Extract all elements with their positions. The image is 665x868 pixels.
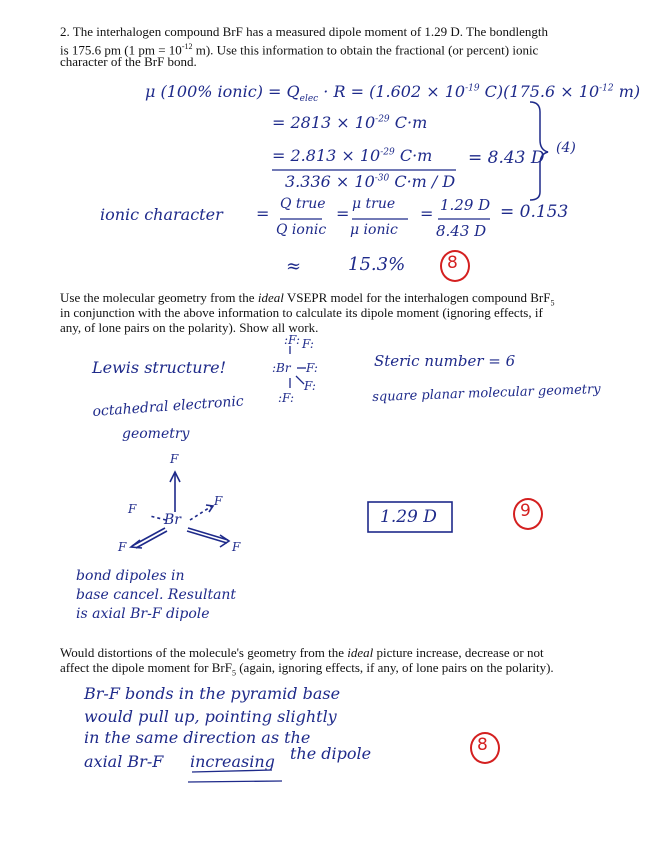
octahedral-line-1: octahedral electronic xyxy=(92,393,245,420)
question-3-line-2: in conjunction with the above information to calculate its dipole moment (ignoring effects, if xyxy=(60,305,543,320)
lewis-f-topright: F: xyxy=(302,337,314,351)
atom-f-left: F xyxy=(128,502,137,516)
mu-label: μ (100% ionic) = Q xyxy=(145,82,300,101)
frac-num-exp: -29 xyxy=(380,147,395,158)
underline-2 xyxy=(188,781,282,782)
ionic-character-label: ionic character xyxy=(100,205,223,224)
q3-ideal: ideal xyxy=(257,290,284,305)
answer4-line-1: Br-F bonds in the pyramid base xyxy=(84,684,341,703)
frac-den-unit: C·m / D xyxy=(389,172,456,191)
lewis-f-right: F: xyxy=(306,361,318,375)
q4-ideal: ideal xyxy=(347,645,374,660)
question-3-line-3: any, of lone pairs on the polarity). Show all work. xyxy=(60,320,319,335)
q2-line2-end: m). Use this information to obtain the fractional (or percent) ionic xyxy=(192,42,539,58)
question-2-line-1: 2. The interhalogen compound BrF has a measured dipole moment of 1.29 D. The bondlength xyxy=(60,24,549,39)
q3-sub: 5 xyxy=(550,298,555,308)
ic-den2: μ ionic xyxy=(350,222,398,238)
brace xyxy=(530,102,548,200)
q4-l2a: affect the dipole moment for BrF xyxy=(60,660,232,675)
q3-l1a: Use the molecular geometry from the xyxy=(60,290,258,305)
percent-result: 15.3% xyxy=(348,254,406,275)
ic-den3: 8.43 D xyxy=(436,222,487,240)
note-line-2: base cancel. Resultant xyxy=(76,587,237,603)
lewis-structure-label: Lewis structure! xyxy=(92,358,227,377)
answer4-line-2: would pull up, pointing slightly xyxy=(84,707,337,726)
steric-number: Steric number = 6 xyxy=(374,352,516,370)
ic-result: = 0.153 xyxy=(500,202,569,222)
q3-l1b: VSEPR model for the interhalogen compound BrF xyxy=(283,290,551,305)
octahedral-line-2: geometry xyxy=(122,426,190,442)
margin-mark-4: (4) xyxy=(556,140,576,156)
frac-den-val: 3.336 × 10 xyxy=(285,172,375,191)
step1-val: = 2813 × 10 xyxy=(272,113,376,132)
note-line-3: is axial Br-F dipole xyxy=(76,606,210,622)
bond-lines xyxy=(131,472,229,548)
q4-sub: 5 xyxy=(231,668,236,678)
q2-line2-sup: -12 xyxy=(181,42,193,51)
answer4-line-3: in the same direction as the xyxy=(84,728,311,747)
question-4-line-1 xyxy=(60,645,544,660)
fraction-result: = 8.43 D xyxy=(468,148,545,168)
lewis-f-top: :F: xyxy=(284,333,300,347)
mu-rest2: C)(175.6 × 10 xyxy=(479,82,600,101)
q4-l1b: picture increase, decrease or not xyxy=(373,645,544,660)
ic-den1: Q ionic xyxy=(276,222,327,238)
mu-rest: · R = (1.602 × 10 xyxy=(318,82,466,101)
answer4-line-4c: the dipole xyxy=(290,744,372,763)
mu-rest3: m) xyxy=(613,82,641,101)
grade-score-3: 8 xyxy=(477,735,488,755)
lewis-f-lowright: F: xyxy=(304,379,316,393)
answer4-line-4a: axial Br-F xyxy=(84,752,164,771)
q4-l1a: Would distortions of the molecule's geometry from the xyxy=(60,645,348,660)
question-2-line-3: character of the BrF bond. xyxy=(60,54,197,69)
mu-exp2: -12 xyxy=(599,83,614,94)
question-4-line-2 xyxy=(60,660,554,681)
step1-unit: C·m xyxy=(389,113,428,132)
frac-num-val: = 2.813 × 10 xyxy=(272,146,381,165)
mu-sub: elec xyxy=(299,94,319,105)
atom-f-bottom-right: F xyxy=(232,540,241,554)
atom-br: Br xyxy=(164,512,181,528)
atom-f-right: F xyxy=(214,494,223,508)
step1-exp: -29 xyxy=(375,114,390,125)
frac-den-exp: -30 xyxy=(374,173,390,184)
ic-num1: Q true xyxy=(280,196,326,212)
ic-eq1: = xyxy=(256,204,270,223)
answer4-line-4b: increasing xyxy=(190,752,275,771)
mu-exp1: -19 xyxy=(465,83,480,94)
lewis-f-bottom: :F: xyxy=(278,391,294,405)
grade-score-2: 9 xyxy=(520,501,531,521)
atom-f-bottom-left: F xyxy=(118,540,127,554)
ic-eq3: = xyxy=(420,204,434,223)
atom-f-top: F xyxy=(170,452,179,466)
grade-score-1: 8 xyxy=(447,253,458,273)
ic-num3: 1.29 D xyxy=(440,196,491,214)
note-line-1: bond dipoles in xyxy=(76,568,185,584)
frac-num-unit: C·m xyxy=(394,146,433,165)
boxed-answer: 1.29 D xyxy=(380,507,437,527)
square-planar-note: square planar molecular geometry xyxy=(372,382,601,405)
approx-symbol: ≈ xyxy=(286,256,302,277)
q2-line2-start: is 175.6 pm (1 pm = 10 xyxy=(60,42,182,58)
lewis-atoms xyxy=(272,333,318,405)
lewis-br: :Br xyxy=(272,361,291,375)
q4-l2b: (again, ignoring effects, if any, of lone pairs on the polarity). xyxy=(235,660,554,675)
ic-num2: μ true xyxy=(352,196,396,212)
ic-eq2: = xyxy=(336,204,350,223)
